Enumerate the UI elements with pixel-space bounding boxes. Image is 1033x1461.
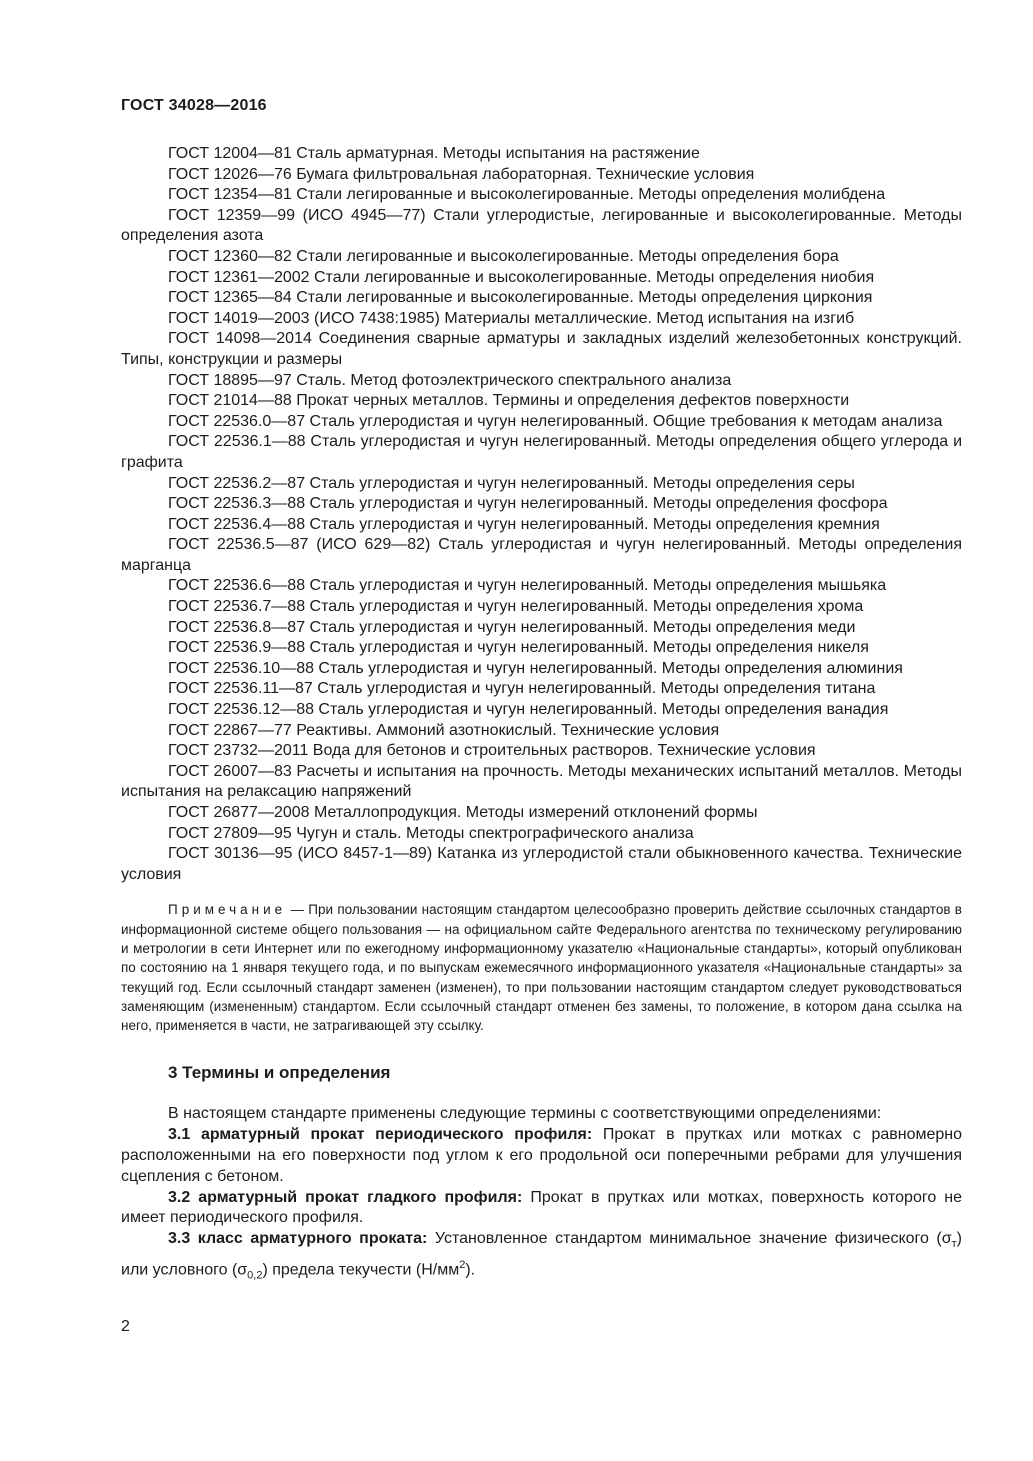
reference-item: ГОСТ 26007—83 Расчеты и испытания на прочность. Методы механических испытаний металлов. Методы испытания на релаксацию напряжений	[121, 762, 962, 801]
reference-item: ГОСТ 22536.3—88 Сталь углеродистая и чугун нелегированный. Методы определения фосфора	[168, 495, 888, 513]
sigma-subscript: т	[951, 1238, 957, 1251]
reference-item: ГОСТ 14019—2003 (ИСО 7438:1985) Материалы металлические. Метод испытания на изгиб	[168, 309, 855, 327]
sigma-subscript: 0,2	[247, 1269, 263, 1282]
terms-list	[121, 1125, 962, 1229]
reference-item: ГОСТ 22536.2—87 Сталь углеродистая и чугун нелегированный. Методы определения серы	[168, 474, 855, 492]
reference-item: ГОСТ 22536.11—87 Сталь углеродистая и чугун нелегированный. Методы определения титана	[168, 680, 876, 698]
reference-item: ГОСТ 22536.7—88 Сталь углеродистая и чугун нелегированный. Методы определения хрома	[168, 598, 864, 616]
terms-intro: В настоящем стандарте применены следующие термины с соответствующими определениями:	[168, 1105, 882, 1123]
reference-item: ГОСТ 22536.8—87 Сталь углеродистая и чугун нелегированный. Методы определения меди	[168, 618, 856, 636]
reference-item: ГОСТ 26877—2008 Металлопродукция. Методы измерений отклонений формы	[168, 804, 758, 821]
term-name: 3.2 арматурный прокат гладкого профиля:	[168, 1188, 523, 1206]
reference-item: ГОСТ 14098—2014 Соединения сварные арматуры и закладных изделий железобетонных конструкций. Типы, конструкции и размеры	[121, 330, 962, 368]
reference-item: ГОСТ 22536.4—88 Сталь углеродистая и чугун нелегированный. Методы определения кремния	[168, 515, 880, 533]
note-text: — При пользовании настоящим стандартом целесообразно проверить действие ссылочных стандартов в информационной системе общего пользования — на официальном сайте Федерального агентства по техническому регулированию и метрологии в сети Интернет или по ежегодному информационному указателю «Национальные стандарты», который опубликован по состоянию на 1 января текущего года, и по выпускам ежемесячного информационного указателя «Национальные стандарты» за текущий год. Если ссылочный стандарт заменен (изменен), то при пользовании настоящим стандартом следует руководствоваться заменяющим (измененным) стандартом. Если ссылочный стандарт отменен без замены, то положение, в котором дана ссылка на него, применяется в части, не затрагивающей эту ссылку.	[121, 902, 962, 1034]
reference-item: ГОСТ 12004—81 Сталь арматурная. Методы испытания на растяжение	[168, 145, 700, 162]
reference-item: ГОСТ 22536.9—88 Сталь углеродистая и чугун нелегированный. Методы определения никеля	[168, 639, 869, 657]
reference-item: ГОСТ 22536.12—88 Сталь углеродистая и чугун нелегированный. Методы определения ванадия	[168, 701, 889, 719]
reference-item: ГОСТ 22536.0—87 Сталь углеродистая и чугун нелегированный. Общие требования к методам анализа	[168, 412, 943, 430]
term-text-part: ) или условного (σ	[121, 1230, 962, 1279]
note-paragraph	[121, 900, 962, 1035]
reference-item: ГОСТ 23732—2011 Вода для бетонов и строительных растворов. Технические условия	[168, 742, 816, 760]
term-definition	[121, 1125, 962, 1187]
reference-item: ГОСТ 30136—95 (ИСО 8457-1—89) Катанка из углеродистой стали обыкновенного качества. Технические условия	[121, 845, 962, 883]
section-heading: 3 Термины и определения	[168, 1063, 391, 1083]
page-content	[121, 97, 962, 1287]
reference-item: ГОСТ 22536.6—88 Сталь углеродистая и чугун нелегированный. Методы определения мышьяка	[168, 577, 887, 595]
term-name: 3.3 класс арматурного проката:	[168, 1230, 428, 1248]
references-list	[121, 144, 962, 885]
reference-item: ГОСТ 12361—2002 Стали легированные и высоколегированные. Методы определения ниобия	[168, 268, 875, 286]
term-definition	[121, 1188, 962, 1230]
reference-item: ГОСТ 12365—84 Стали легированные и высоколегированные. Методы определения циркония	[168, 289, 873, 307]
term-name: 3.1 арматурный прокат периодического профиля:	[168, 1126, 593, 1144]
reference-item: ГОСТ 12359—99 (ИСО 4945—77) Стали углеродистые, легированные и высоколегированные. Методы определения азота	[121, 206, 962, 245]
doc-header-title: ГОСТ 34028—2016	[121, 97, 267, 114]
reference-item: ГОСТ 12026—76 Бумага фильтровальная лабораторная. Технические условия	[168, 165, 755, 183]
unit-superscript: 2	[459, 1259, 466, 1272]
term-text-part: ).	[465, 1261, 476, 1279]
reference-item: ГОСТ 21014—88 Прокат черных металлов. Термины и определения дефектов поверхности	[168, 392, 850, 410]
reference-item: ГОСТ 22867—77 Реактивы. Аммоний азотнокислый. Технические условия	[168, 721, 720, 739]
reference-item: ГОСТ 12354—81 Стали легированные и высоколегированные. Методы определения молибдена	[168, 186, 886, 204]
term-text-part: ) предела текучести (Н/мм	[262, 1261, 460, 1279]
reference-item: ГОСТ 22536.5—87 (ИСО 629—82) Сталь углеродистая и чугун нелегированный. Методы определения марганца	[121, 536, 962, 574]
term-text: Прокат в прутках или мотках с равномерно расположенными на его поверхности под углом к его продольной оси поперечными ребрами для улучшения сцепления с бетоном.	[121, 1126, 963, 1185]
note-label: Примечание	[168, 902, 287, 918]
term-text-part: Установленное стандартом минимальное значение физического (σ	[434, 1230, 952, 1248]
reference-item: ГОСТ 22536.1—88 Сталь углеродистая и чугун нелегированный. Методы определения общего углерода и графита	[121, 433, 962, 471]
page-number: 2	[121, 1318, 130, 1335]
reference-item: ГОСТ 22536.10—88 Сталь углеродистая и чугун нелегированный. Методы определения алюминия	[168, 659, 903, 677]
reference-item: ГОСТ 18895—97 Сталь. Метод фотоэлектрического спектрального анализа	[168, 371, 732, 389]
term-definition-3-3	[121, 1229, 962, 1286]
reference-item: ГОСТ 27809—95 Чугун и сталь. Методы спектрографического анализа	[168, 824, 694, 842]
reference-item: ГОСТ 12360—82 Стали легированные и высоколегированные. Методы определения бора	[168, 247, 839, 265]
term-text: Прокат в прутках или мотках, поверхность которого не имеет периодического профиля.	[121, 1188, 962, 1227]
